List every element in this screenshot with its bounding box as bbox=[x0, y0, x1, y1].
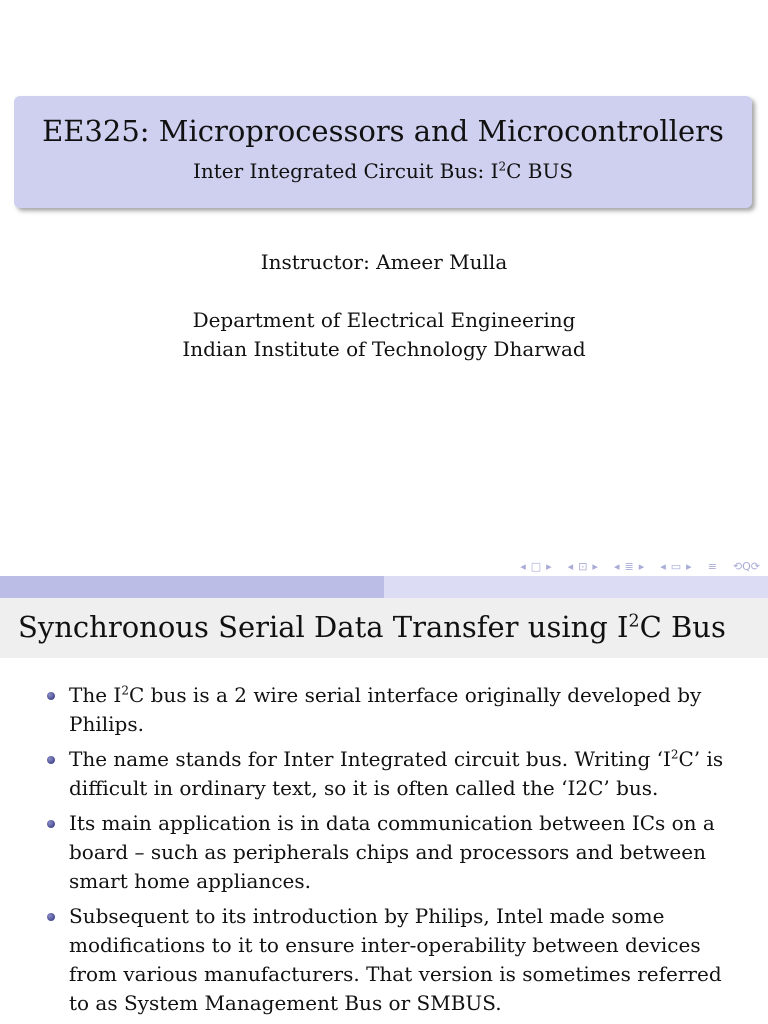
title-box bbox=[14, 96, 752, 208]
subsection-nav-icon[interactable]: ◂ ⊡ ▸ bbox=[567, 560, 598, 573]
course-title: EE325: Microprocessors and Microcontrollers bbox=[42, 114, 724, 148]
bullet-list bbox=[44, 681, 744, 1024]
list-item: The name stands for Inter Integrated circuit bus. Writing ‘$I^2C$’ is difficult in ordinary text, so it is often called the ‘I2C’ bus. bbox=[44, 745, 744, 803]
section-nav-icon[interactable]: ◂ ≣ ▸ bbox=[613, 560, 645, 573]
align-icon[interactable]: ≡ bbox=[707, 560, 717, 573]
institute-line: Indian Institute of Technology Dharwad bbox=[182, 337, 586, 361]
list-item: The $I^2C$ bus is a 2 wire serial interface originally developed by Philips. bbox=[44, 681, 744, 739]
progress-bar bbox=[0, 576, 768, 598]
bullet-icon bbox=[47, 820, 55, 828]
progress-fill bbox=[0, 576, 384, 598]
content-slide bbox=[0, 576, 768, 1024]
bullet-icon bbox=[47, 913, 55, 921]
lecture-subtitle: Inter Integrated Circuit Bus: $I^2C$ BUS bbox=[192, 159, 574, 183]
frame-title: Synchronous Serial Data Transfer using $I^2C$ Bus bbox=[18, 610, 726, 644]
list-item: Its main application is in data communication between ICs on a board – such as peripherals chips and processors and between smart home appliances. bbox=[44, 809, 744, 896]
slide-nav-icon[interactable]: ◂ ▭ ▸ bbox=[660, 560, 692, 573]
list-item: Subsequent to its introduction by Philips, Intel made some modifications to it to ensure inter-operability between devices from various manufacturers. That version is sometimes referred to as System Management Bus or SMBUS. bbox=[44, 902, 744, 1018]
frame-nav-icon[interactable]: ◂ □ ▸ bbox=[520, 560, 552, 573]
bullet-icon bbox=[47, 756, 55, 764]
department-line: Department of Electrical Engineering bbox=[192, 308, 576, 332]
bullet-icon bbox=[47, 692, 55, 700]
frame-title-bar bbox=[0, 598, 768, 658]
beamer-navigation bbox=[520, 560, 760, 573]
search-zoom-icon[interactable]: ⟲Q⟳ bbox=[732, 560, 760, 573]
instructor-line: Instructor: Ameer Mulla bbox=[260, 250, 508, 274]
